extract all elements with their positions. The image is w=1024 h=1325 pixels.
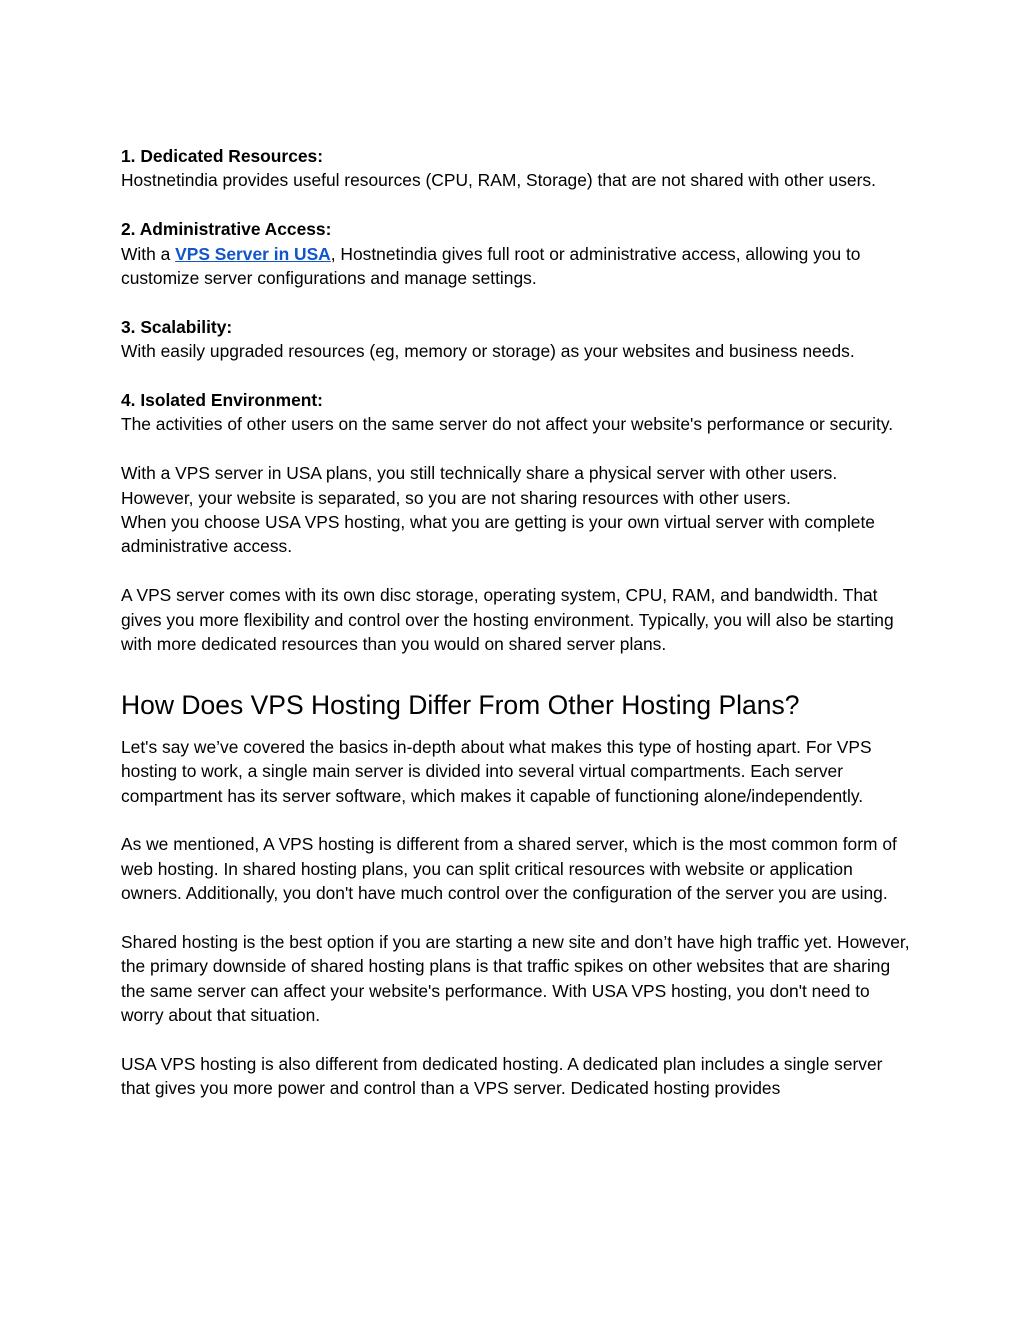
- feature-administrative-access: [121, 217, 911, 290]
- feature-title: 4. Isolated Environment:: [121, 390, 323, 411]
- feature-title: 1. Dedicated Resources:: [121, 146, 324, 166]
- body-paragraph: USA VPS hosting is also different from dedicated hosting. A dedicated plan includes a single server that gives you more power and control than a VPS server. Dedicated hosting provides: [121, 1054, 883, 1099]
- feature-text-before-link: With a: [121, 243, 176, 264]
- body-paragraph: Shared hosting is the best option if you are starting a new site and don’t have high traffic yet. However, the primary downside of shared hosting plans is that traffic spikes on other websites that are sharing the same server can affect your website's performance. With USA VPS hosting, you don't need to worry about that situation.: [121, 932, 910, 1026]
- section-heading: How Does VPS Hosting Differ From Other Hosting Plans?: [121, 689, 800, 720]
- document-page: [121, 144, 911, 1101]
- feature-text: With easily upgraded resources (eg, memory or storage) as your websites and business needs.: [121, 341, 855, 362]
- body-paragraph: Let's say we’ve covered the basics in-depth about what makes this type of hosting apart. For VPS hosting to work, a single main server is divided into several virtual compartments. Each server compartment has its server software, which makes it capable of functioning alone/independently.: [121, 736, 872, 806]
- intro-paragraph: When you choose USA VPS hosting, what you are getting is your own virtual server with complete administrative access.: [121, 512, 875, 557]
- feature-title: 3. Scalability:: [121, 316, 233, 337]
- feature-text-after-link: , Hostnetindia gives full root or administrative access, allowing you to customize server configurations and manage settings.: [121, 243, 861, 289]
- vps-server-usa-link[interactable]: VPS Server in USA: [175, 243, 331, 264]
- feature-title: 2. Administrative Access:: [121, 219, 332, 240]
- body-paragraph: As we mentioned, A VPS hosting is different from a shared server, which is the most common form of web hosting. In shared hosting plans, you can split critical resources with website or application owners. Additionally, you don't have much control over the configuration of the server you are using.: [121, 834, 897, 904]
- intro-paragraph: A VPS server comes with its own disc storage, operating system, CPU, RAM, and bandwidth. That gives you more flexibility and control over the hosting environment. Typically, you will also be starting with more dedicated resources than you would on shared server plans.: [121, 585, 894, 655]
- feature-scalability: [121, 315, 911, 364]
- intro-paragraph: With a VPS server in USA plans, you still technically share a physical server with other users. However, your website is separated, so you are not sharing resources with other users.: [121, 463, 838, 508]
- feature-isolated-environment: [121, 388, 911, 437]
- feature-dedicated-resources: [121, 144, 911, 193]
- feature-text: Hostnetindia provides useful resources (CPU, RAM, Storage) that are not shared with other users.: [121, 170, 876, 191]
- feature-text: The activities of other users on the same server do not affect your website's performance or security.: [121, 414, 894, 435]
